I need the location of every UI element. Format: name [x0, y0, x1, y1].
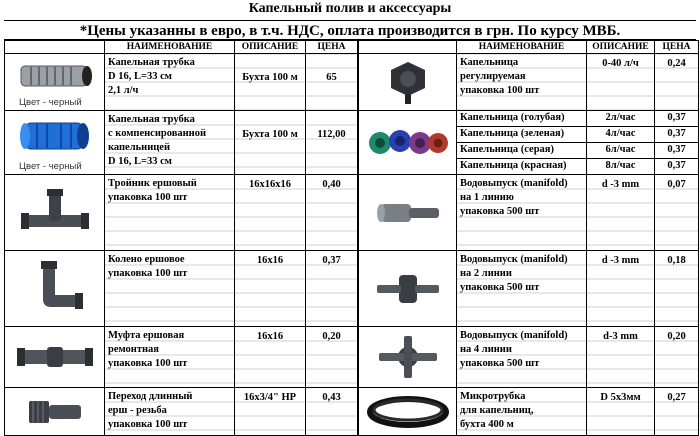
micro-tube-coil-icon — [366, 394, 450, 430]
product-name: Капельница регулируемая упаковка 100 шт — [457, 54, 587, 111]
product-image-cell — [5, 388, 105, 436]
product-image-cell — [359, 327, 457, 388]
threaded-adapter-icon — [25, 395, 85, 429]
page-title: Капельный полив и аксессуары — [248, 1, 452, 16]
product-desc: d -3 mm — [587, 251, 655, 327]
product-price: 0,37 — [655, 159, 699, 175]
product-desc: 16x16x16 — [235, 175, 306, 251]
product-image-cell — [359, 54, 457, 111]
product-price: 0,43 — [306, 388, 358, 436]
product-image-cell — [5, 54, 105, 111]
color-note: Цвет - черный — [19, 97, 82, 108]
barbed-elbow-icon — [25, 259, 85, 319]
product-desc: Бухта 100 м — [235, 111, 306, 175]
product-image-cell — [359, 388, 457, 436]
product-desc: Бухта 100 м — [235, 54, 306, 111]
product-desc: d -3 mm — [587, 175, 655, 251]
barbed-coupling-icon — [13, 342, 97, 372]
table-row — [5, 388, 358, 436]
drip-tube-icon — [15, 59, 95, 93]
header-price: ЦЕНА — [306, 41, 358, 54]
manifold-2-outlet-icon — [373, 269, 443, 309]
product-name: Капельница (серая) — [457, 143, 587, 159]
product-desc: 8л/час — [587, 159, 655, 175]
header-desc: ОПИСАНИЕ — [587, 41, 655, 54]
product-name: Колено ершовое упаковка 100 шт — [105, 251, 235, 327]
product-desc: 16x16 — [235, 327, 306, 388]
table-row — [5, 54, 358, 111]
table-row — [359, 111, 699, 127]
table-row — [5, 111, 358, 175]
product-desc: 0-40 л/ч — [587, 54, 655, 111]
product-price: 0,37 — [655, 143, 699, 159]
price-note: *Цены указанны в евро, в т.ч. НДС, оплата производится в грн. По курсу МВБ. — [4, 20, 696, 40]
manifold-1-outlet-icon — [373, 196, 443, 230]
product-image-cell — [5, 175, 105, 251]
left-price-table — [4, 40, 358, 436]
product-price: 0,37 — [655, 111, 699, 127]
header-name: НАИМЕНОВАНИЕ — [457, 41, 587, 54]
product-desc: 2л/час — [587, 111, 655, 127]
product-price: 0,20 — [306, 327, 358, 388]
product-desc: d-3 mm — [587, 327, 655, 388]
product-name: Капельница (голубая) — [457, 111, 587, 127]
product-name: Капельная трубка с компенсированной капельницей D 16, L=33 см — [105, 111, 235, 175]
table-row — [359, 175, 699, 251]
compensated-drip-tube-icon — [15, 117, 95, 155]
header-desc: ОПИСАНИЕ — [235, 41, 306, 54]
header-price: ЦЕНА — [655, 41, 699, 54]
product-name: Водовыпуск (manifold) на 2 линии упаковка 500 шт — [457, 251, 587, 327]
product-price: 0,24 — [655, 54, 699, 111]
product-name: Водовыпуск (manifold) на 1 линию упаковка 500 шт — [457, 175, 587, 251]
table-row — [359, 251, 699, 327]
product-name: Водовыпуск (manifold) на 4 линии упаковка 500 шт — [457, 327, 587, 388]
product-price: 0,27 — [655, 388, 699, 436]
product-name: Микротрубка для капельниц, бухта 400 м — [457, 388, 587, 436]
product-price: 0,20 — [655, 327, 699, 388]
product-desc: 16x16 — [235, 251, 306, 327]
product-price: 0,37 — [655, 127, 699, 143]
table-row — [359, 388, 699, 436]
product-image-cell — [359, 175, 457, 251]
product-name: Муфта ершовая ремонтная упаковка 100 шт — [105, 327, 235, 388]
barbed-tee-icon — [17, 187, 93, 239]
product-image-cell — [5, 111, 105, 175]
color-drippers-icon — [366, 126, 450, 160]
product-name: Переход длинный ерш - резьба упаковка 100 шт — [105, 388, 235, 436]
product-price: 0,07 — [655, 175, 699, 251]
table-row — [5, 327, 358, 388]
table-row — [359, 327, 699, 388]
product-name: Капельница (зеленая) — [457, 127, 587, 143]
adjustable-dripper-icon — [383, 58, 433, 106]
product-name: Тройник ершовый упаковка 100 шт — [105, 175, 235, 251]
product-desc: 6л/час — [587, 143, 655, 159]
product-price: 0,40 — [306, 175, 358, 251]
manifold-4-outlet-icon — [373, 334, 443, 380]
right-price-table — [358, 40, 699, 436]
table-row — [359, 54, 699, 111]
product-price: 112,00 — [306, 111, 358, 175]
product-price: 65 — [306, 54, 358, 111]
product-image-cell — [359, 251, 457, 327]
product-name: Капельная трубка D 16, L=33 см 2,1 л/ч — [105, 54, 235, 111]
table-row — [5, 251, 358, 327]
product-desc: 16x3/4" HP — [235, 388, 306, 436]
table-header-row — [359, 41, 699, 54]
product-image-cell — [359, 111, 457, 175]
product-desc: 4л/час — [587, 127, 655, 143]
product-desc: D 5x3мм — [587, 388, 655, 436]
product-image-cell — [5, 251, 105, 327]
product-price: 0,18 — [655, 251, 699, 327]
product-name: Капельница (красная) — [457, 159, 587, 175]
color-note: Цвет - черный — [19, 161, 82, 172]
header-name: НАИМЕНОВАНИЕ — [105, 41, 235, 54]
table-header-row — [5, 41, 358, 54]
product-image-cell — [5, 327, 105, 388]
product-price: 0,37 — [306, 251, 358, 327]
table-row — [5, 175, 358, 251]
